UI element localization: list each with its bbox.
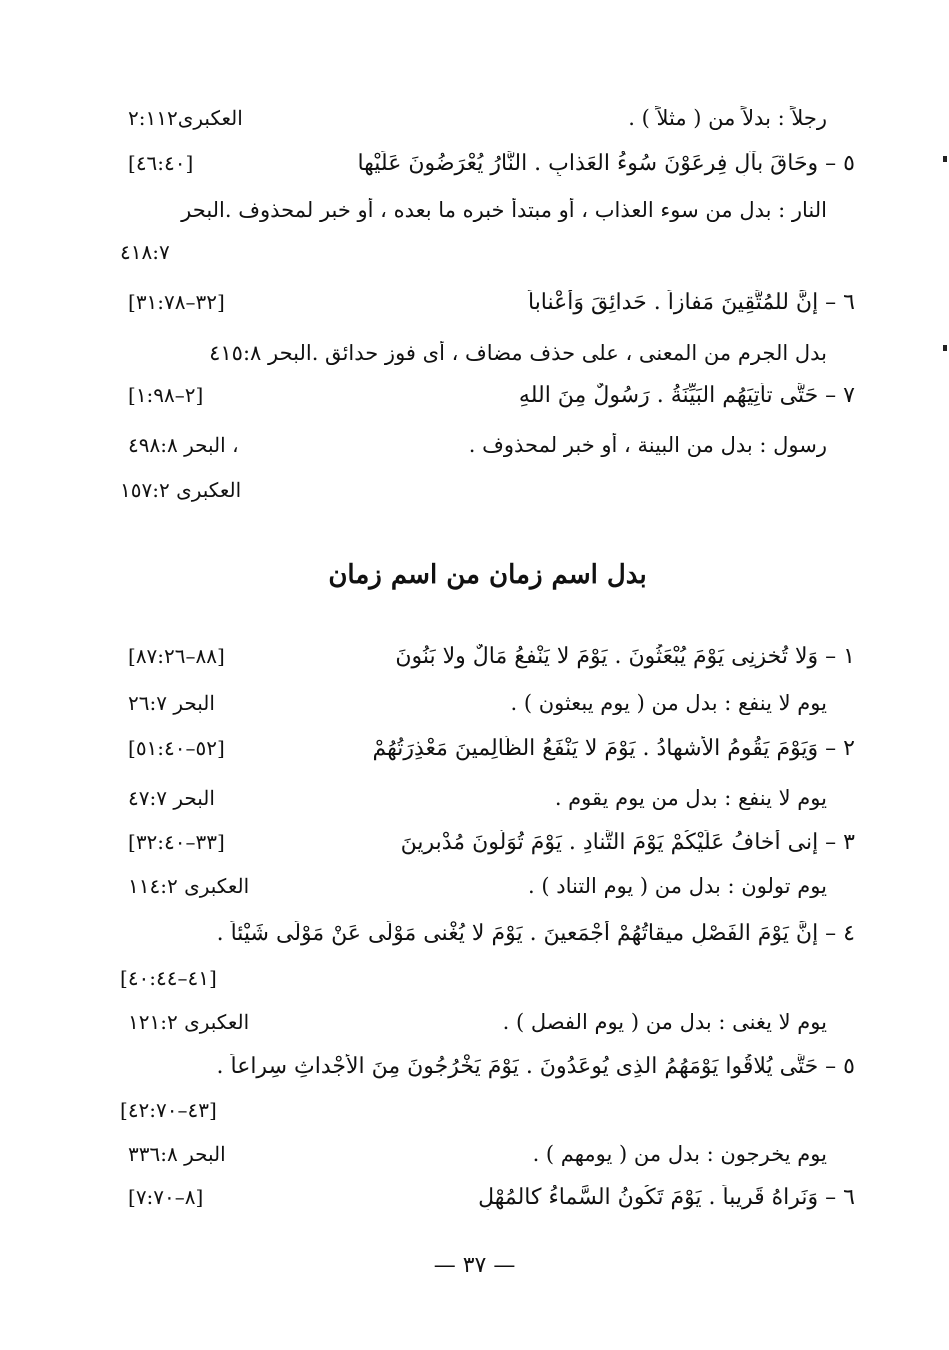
verse-line xyxy=(120,822,855,862)
line-reference: ٤١٨:٧ xyxy=(120,240,170,264)
line-reference: [٨–٧:٧٠] xyxy=(128,1185,204,1209)
line-text: ٧ – حَتَّى تأْتِيَهُم البَيِّنَةُ . رَسُولٌ مِنَ اللهِ xyxy=(518,382,855,408)
verse-line xyxy=(120,913,855,953)
line-reference: [٤٣–٤٢:٧٠] xyxy=(120,1098,217,1122)
text-line xyxy=(120,958,855,998)
line-reference: [٥٢–٥١:٤٠] xyxy=(128,736,225,760)
text-line xyxy=(120,190,855,230)
line-text: يوم تولون : بدل من ( يوم التناد ) . xyxy=(528,874,827,898)
line-text: ٦ – وَنَراهُ قَرِيباً . يَوْمَ تَكُونُ السَّماءُ كالمُهْلِ xyxy=(478,1184,855,1210)
text-line xyxy=(120,232,855,272)
text-line xyxy=(120,1090,855,1130)
text-line xyxy=(120,470,855,510)
line-reference: [٨٨–٨٧:٢٦] xyxy=(128,644,225,668)
line-text: ٢ – وَيَوْمَ يَقُومُ الأشهادُ . يَوْمَ لا يَنْفَعُ الظَّالِمينَ مَعْذِرَتُهُمْ xyxy=(372,735,855,761)
verse-line xyxy=(120,282,855,322)
text-line xyxy=(120,1134,855,1174)
line-reference: [٤٦:٤٠] xyxy=(128,151,194,175)
page-number: — ٣٧ — xyxy=(433,1252,516,1278)
text-line xyxy=(120,1002,855,1042)
line-text: النار : بدل من سوء العذاب ، أو مبتدأ خبره ما بعده ، أو خبر لمحذوف .البحر xyxy=(181,198,827,222)
line-text: رسول : بدل من البينة ، أو خبر لمحذوف . xyxy=(468,433,827,457)
line-reference: العكبرى ١٥٧:٢ xyxy=(120,478,242,502)
line-text: ١ – وَلا تُخزِنِى يَوْمَ يُبْعَثُونَ . يَوْمَ لا يَنْفعُ مَالٌ ولا بَنُونَ xyxy=(395,643,855,669)
verse-line xyxy=(120,143,855,183)
line-text: يوم لا ينفع : بدل من ( يوم يبعثون ) . xyxy=(510,691,827,715)
verse-line xyxy=(120,1046,855,1086)
verse-line xyxy=(120,375,855,415)
line-reference: [٢–١:٩٨] xyxy=(128,383,204,407)
line-text: ٣ – إنى أخافُ عَلَيْكُمْ يَوْمَ التَّنادِ . يَوْمَ تُوَلُّونَ مُدْبرينَ xyxy=(400,829,855,855)
verse-line xyxy=(120,636,855,676)
verse-line xyxy=(120,728,855,768)
line-reference: العكبرى ١١٤:٢ xyxy=(128,874,250,898)
line-reference: البحر ٤٩٨:٨ ، xyxy=(128,433,239,457)
line-reference: [٤١–٤٠:٤٤] xyxy=(120,966,217,990)
text-line xyxy=(120,866,855,906)
text-line xyxy=(120,425,855,465)
section-heading: بدل اسم زمان من اسم زمان xyxy=(328,560,647,590)
line-text: يوم لا يغنى : بدل من ( يوم الفصل ) . xyxy=(502,1010,827,1034)
text-line xyxy=(120,333,855,373)
line-text: ٥ – وحَاقَ بآلِ فِرعَوْنَ سُوءُ العَذابِ . النَّارُ يُعْرَضُونَ عَلَيْها xyxy=(357,150,855,176)
line-reference: البحر ٣٣٦:٨ xyxy=(128,1142,226,1166)
line-text: بدل الجرم من المعنى ، على حذف مضاف ، أى فوز حدائق .البحر ٤١٥:٨ xyxy=(209,341,827,365)
line-text: ٤ – إنَّ يَوْمَ الفَصْلِ ميقاتُهُمْ أَجْمَعينَ . يَوْمَ لا يُغْنى مَوْلًى عَنْ مَوْلًى شَيْئاً . xyxy=(216,920,855,946)
text-line xyxy=(120,683,855,723)
line-reference: البحر ٢٦:٧ xyxy=(128,691,215,715)
line-text: رجلاً : بدلاً من ( مثلاً ) . xyxy=(628,106,827,130)
line-text: ٦ – إنَّ للمُتَّقِينَ مَفازاً . حَدائِقَ وَأَعْناباً xyxy=(527,289,855,315)
line-reference: العكبرى ١٢١:٢ xyxy=(128,1010,250,1034)
scan-mark xyxy=(943,156,947,162)
line-text: يوم يخرجون : بدل من ( يومهم ) . xyxy=(532,1142,827,1166)
line-reference: البحر ٤٧:٧ xyxy=(128,786,215,810)
line-reference: [٣٢–٣١:٧٨] xyxy=(128,290,225,314)
line-reference: العكبرى٢:١١٢ xyxy=(128,106,243,130)
line-text: ٥ – حَتَّى يُلاقُوا يَوْمَهُمُ الذِى يُوعَدُونَ . يَوْمَ يَخْرُجُونَ مِنَ الأَجْداثِ سِراعاً . xyxy=(216,1053,855,1079)
text-line xyxy=(120,778,855,818)
line-reference: [٣٣–٣٢:٤٠] xyxy=(128,830,225,854)
line-text: يوم لا ينفع : بدل من يوم يقوم . xyxy=(554,786,827,810)
scan-mark xyxy=(943,345,947,351)
verse-line xyxy=(120,1177,855,1217)
text-line xyxy=(120,98,855,138)
